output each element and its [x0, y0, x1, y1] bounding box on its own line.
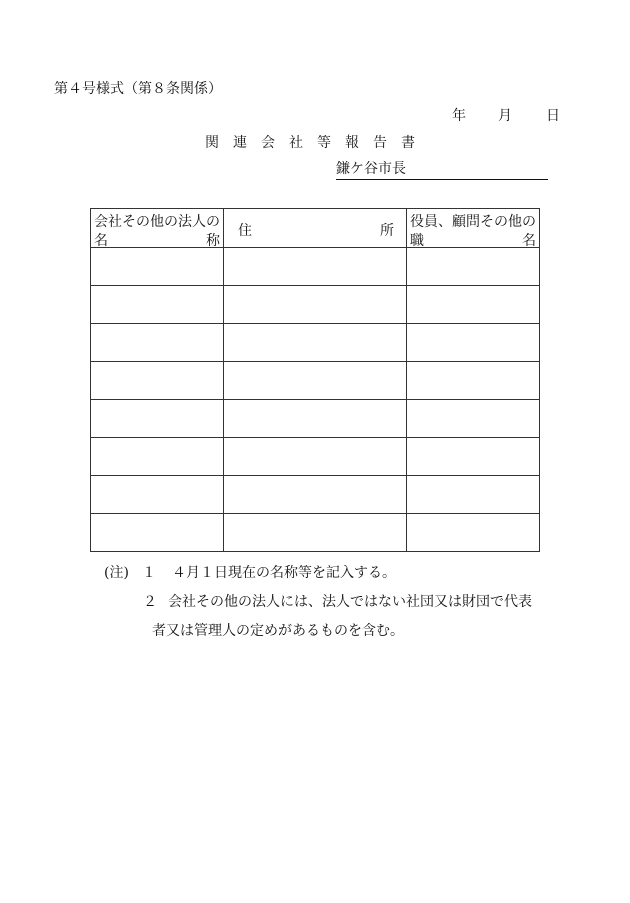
header-line: 会社その他の法人の	[94, 214, 220, 230]
header-line: 所	[380, 223, 394, 239]
note-text: ４月１日現在の名称等を記入する。	[172, 565, 396, 581]
address-cell[interactable]	[224, 248, 407, 286]
date-line	[452, 105, 560, 125]
date-day-label: 日	[546, 108, 560, 124]
officer-title-cell[interactable]	[407, 362, 540, 400]
note-item-2-continuation: 者又は管理人の定めがあるものを含む。	[152, 623, 404, 639]
table-row	[91, 324, 540, 362]
address-cell[interactable]	[224, 286, 407, 324]
company-name-cell[interactable]	[91, 476, 224, 514]
table-row	[91, 400, 540, 438]
form-number: 第４号様式（第８条関係）	[54, 81, 222, 97]
officer-title-cell[interactable]	[407, 400, 540, 438]
addressee: 鎌ケ谷市長	[336, 158, 548, 180]
address-cell[interactable]	[224, 514, 407, 552]
table-row	[91, 438, 540, 476]
note-number: １	[142, 565, 156, 581]
officer-title-cell[interactable]	[407, 286, 540, 324]
table-row	[91, 476, 540, 514]
header-line: 名	[94, 233, 108, 249]
company-name-cell[interactable]	[91, 514, 224, 552]
table-header-row	[91, 209, 540, 248]
note-item-2	[143, 591, 532, 611]
note-item-1	[104, 562, 396, 582]
address-cell[interactable]	[224, 476, 407, 514]
header-line: 住	[238, 223, 252, 239]
officer-title-cell[interactable]	[407, 438, 540, 476]
officer-title-cell[interactable]	[407, 514, 540, 552]
officer-title-cell[interactable]	[407, 248, 540, 286]
header-line: 職	[410, 233, 424, 249]
address-cell[interactable]	[224, 400, 407, 438]
officer-title-cell[interactable]	[407, 324, 540, 362]
header-line: 役員、顧問その他の	[410, 214, 536, 230]
company-name-cell[interactable]	[91, 248, 224, 286]
report-table	[90, 208, 540, 552]
address-cell[interactable]	[224, 438, 407, 476]
address-cell[interactable]	[224, 324, 407, 362]
officer-title-cell[interactable]	[407, 476, 540, 514]
address-cell[interactable]	[224, 362, 407, 400]
header-line: 称	[206, 233, 220, 249]
note-mark: (注)	[104, 565, 129, 581]
company-name-cell[interactable]	[91, 324, 224, 362]
column-header-address	[224, 209, 407, 248]
note-number: ２	[143, 594, 157, 610]
document-title: 関連会社等報告書	[205, 135, 429, 151]
company-name-cell[interactable]	[91, 362, 224, 400]
date-year-label: 年	[452, 108, 466, 124]
table-row	[91, 514, 540, 552]
company-name-cell[interactable]	[91, 400, 224, 438]
company-name-cell[interactable]	[91, 438, 224, 476]
company-name-cell[interactable]	[91, 286, 224, 324]
table-row	[91, 362, 540, 400]
note-text: 会社その他の法人には、法人ではない社団又は財団で代表	[168, 594, 532, 610]
table-row	[91, 286, 540, 324]
column-header-company-name	[91, 209, 224, 248]
column-header-officer-title	[407, 209, 540, 248]
date-month-label: 月	[498, 108, 512, 124]
table-row	[91, 248, 540, 286]
header-line: 名	[522, 233, 536, 249]
